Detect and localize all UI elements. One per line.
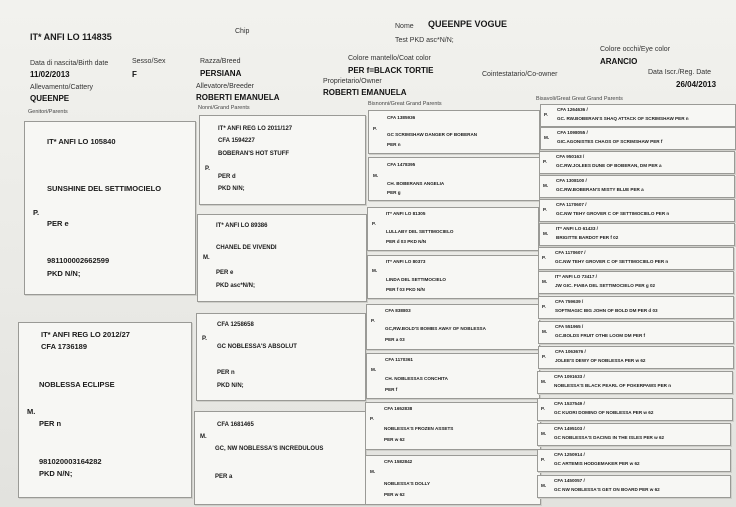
breed-label: Razza/Breed <box>200 58 241 65</box>
ggp-color: PER f 03 PKD N/N <box>386 287 425 292</box>
ggp-color: PER n <box>387 142 401 147</box>
ggp-name: NOBLESSA'S FROZEN ASSETS <box>384 426 454 431</box>
gggp-reg: CFA 1450057 / <box>554 478 585 483</box>
gggp-sex-mark: P. <box>542 304 546 309</box>
gp-color: PER d <box>218 174 236 180</box>
parent-sex-mark: M. <box>27 407 36 416</box>
gggp-sex-mark: M. <box>541 431 547 436</box>
ggp-color: PER g <box>387 190 401 195</box>
great-grandparent <box>365 402 541 450</box>
ggp-reg: CFA 1652838 <box>384 406 413 411</box>
eye-value: ARANCIO <box>600 57 638 66</box>
great-great-grandparent <box>539 223 735 246</box>
gggp-name: GC ARTEMIS HODGEMAKER PER w 62 <box>554 461 640 466</box>
ggp-name: GC,RW.BOLD'S BOMBS AWAY OF NOBLESSA <box>385 326 486 331</box>
gp-test: PKD N/N; <box>218 186 245 192</box>
gggp-reg: CFA 1091633 / <box>554 374 585 379</box>
ggp-color: PER w 62 <box>384 437 405 442</box>
gggp-sex-mark: M. <box>543 231 549 236</box>
gggp-sex-mark: P. <box>543 207 547 212</box>
color-value: PER f=BLACK TORTIE <box>348 66 434 75</box>
gggp-reg: CFA 1063676 / <box>555 349 586 354</box>
dob-value: 11/02/2013 <box>30 70 70 79</box>
gggp-sex-mark: M. <box>543 183 549 188</box>
great-great-grandparent <box>539 175 735 198</box>
sex-label: Sesso/Sex <box>132 58 166 65</box>
gggp-sex-mark: M. <box>541 483 547 488</box>
great-great-grandparent <box>537 475 731 498</box>
great-grandparent <box>365 455 541 505</box>
ggp-reg: IT* ANFI LO 80373 <box>386 259 426 264</box>
parent-chip: 981020003164282 <box>39 457 102 466</box>
gggp-name: GC.NW TEHY GROVER C OF SETTIMOCIELO PER n <box>555 259 669 264</box>
breeder-value: ROBERTI EMANUELA <box>196 93 280 102</box>
gp-reg: IT* ANFI REG LO 2011/127 <box>218 126 293 132</box>
gggp-sex-mark: M. <box>544 135 550 140</box>
ggp-color: PER a 03 <box>385 337 405 342</box>
breeder-label: Allevatore/Breeder <box>196 83 254 90</box>
parent-name: NOBLESSA ECLIPSE <box>39 380 115 389</box>
gp-sex-mark: M. <box>200 434 207 440</box>
gggp-reg: CFA 759639 / <box>555 299 584 304</box>
regdate-value: 26/04/2013 <box>676 80 717 89</box>
parent-sire <box>24 121 196 295</box>
great-grandparent <box>368 157 540 201</box>
gggp-reg: CFA 1170607 / <box>555 250 586 255</box>
gp-color: PER e <box>216 270 234 276</box>
ggp-color: PER w 62 <box>384 492 405 497</box>
parent-color: PER n <box>39 419 62 428</box>
great-grandparent <box>367 255 539 299</box>
gp-reg2: CFA 1594227 <box>218 138 255 144</box>
gggp-name: BRIGITTE BARDOT PER f 02 <box>556 235 619 240</box>
section-grandparents: Nonni/Grand Parents <box>198 105 250 111</box>
gp-color: PER n <box>217 370 235 376</box>
gggp-sex-mark: P. <box>541 406 545 411</box>
name-label: Nome <box>395 23 414 30</box>
ggp-sex-mark: M. <box>372 268 378 273</box>
ggp-sex-mark: P. <box>372 221 376 226</box>
ggp-reg: CFA 1582842 <box>384 459 413 464</box>
gp-name: GC NOBLESSA'S ABSOLUT <box>217 344 297 350</box>
ggp-sex-mark: M. <box>371 367 377 372</box>
dob-label: Data di nascita/Birth date <box>30 60 109 67</box>
gggp-name: JOLEE'S DEWY OF NOBLESSA PER w 62 <box>555 358 646 363</box>
ggp-name: CH. NOBLESSAS CONCHITA <box>385 376 448 381</box>
ggp-reg: CFA 1170361 <box>385 357 413 362</box>
great-great-grandparent <box>540 104 736 127</box>
section-greatgreat: Bisavoli/Great Great Grand Parents <box>536 96 623 102</box>
gggp-sex-mark: M. <box>542 279 548 284</box>
ggp-sex-mark: P. <box>370 416 374 421</box>
gggp-name: GC NOBLESSA'S DACING IN THE ISLES PER w 62 <box>554 435 665 440</box>
great-great-grandparent <box>538 247 734 270</box>
gp-test: PKD N/N; <box>217 383 244 389</box>
grandparent <box>199 115 366 205</box>
ggp-sex-mark: M. <box>373 173 379 178</box>
ggp-reg: CFA 838803 <box>385 308 411 313</box>
gggp-reg: CFA 1098055 / <box>557 130 588 135</box>
great-great-grandparent <box>538 296 734 319</box>
owner-label: Proprietario/Owner <box>323 78 382 85</box>
parent-test: PKD N/N; <box>39 469 73 478</box>
parent-color: PER e <box>47 219 69 228</box>
grandparent <box>196 313 366 401</box>
chip-label: Chip <box>235 28 250 35</box>
great-great-grandparent <box>538 321 734 344</box>
great-great-grandparent <box>537 449 731 472</box>
gp-color: PER a <box>215 474 233 480</box>
cattery-label: Allevamento/Cattery <box>30 84 94 91</box>
gggp-sex-mark: P. <box>542 354 546 359</box>
ggp-name: LINDA DEL SETTIMOCIELO <box>386 277 446 282</box>
gggp-name: GC.RW.BOBERAN'S MISTY BLUE PER a <box>556 187 644 192</box>
great-great-grandparent <box>539 151 735 174</box>
section-great: Bisnonni/Great Grand Parents <box>368 101 442 107</box>
gggp-sex-mark: P. <box>543 159 547 164</box>
gggp-sex-mark: M. <box>542 329 548 334</box>
gggp-name: GC.RW.JOLEES DUNE OF BOBERAN, DM PER a <box>556 163 662 168</box>
regdate-label: Data Iscr./Reg. Date <box>648 69 712 76</box>
coowner-label: Cointestatario/Co-owner <box>482 71 558 78</box>
great-great-grandparent <box>537 423 731 446</box>
ggp-sex-mark: P. <box>371 318 375 323</box>
great-great-grandparent <box>537 371 733 394</box>
gggp-reg: CFA 551965 / <box>555 324 584 329</box>
gggp-reg: CFA 1170607 / <box>556 202 587 207</box>
ggp-name: GC SCRIMSHAW DANGER OF BOBERAN <box>387 132 478 137</box>
gp-sex-mark: P. <box>202 336 207 342</box>
test-label: Test PKD asc*N/N; <box>395 37 454 44</box>
parent-sex-mark: P. <box>33 208 40 217</box>
ggp-color: PER d 03 PKD N/N <box>386 239 427 244</box>
gggp-name: GC.BOLDS FRUIT OTHE LOOM DM PER f <box>555 333 646 338</box>
gggp-name: JW GIC. FIABA DEL SETTIMOCIELO PER g 02 <box>555 283 656 288</box>
gggp-reg: IT* ANFI LO 61433 / <box>556 226 598 231</box>
gggp-reg: CFA 1495103 / <box>554 426 585 431</box>
parent-reg: IT* ANFI LO 105840 <box>47 137 116 146</box>
great-grandparent <box>366 304 540 350</box>
gggp-sex-mark: M. <box>541 379 547 384</box>
reg-number: IT* ANFI LO 114835 <box>30 32 112 42</box>
gp-sex-mark: P. <box>205 166 210 172</box>
gggp-sex-mark: P. <box>542 255 546 260</box>
parent-reg2: CFA 1736189 <box>41 342 88 351</box>
gp-reg: CFA 1258658 <box>217 322 254 328</box>
gggp-reg: CFA 950163 / <box>556 154 585 159</box>
great-great-grandparent <box>539 199 735 222</box>
eye-label: Colore occhi/Eye color <box>600 46 671 53</box>
cat-name: QUEENPE VOGUE <box>428 19 508 29</box>
great-grandparent <box>366 353 540 399</box>
gggp-reg: CFA 1308100 / <box>556 178 587 183</box>
parent-name: SUNSHINE DEL SETTIMOCIELO <box>47 184 162 193</box>
ggp-reg: CFA 1385936 <box>387 115 416 120</box>
gggp-sex-mark: P. <box>541 457 545 462</box>
parent-test: PKD N/N; <box>47 269 81 278</box>
great-great-grandparent <box>538 271 734 294</box>
parent-dam <box>18 322 192 498</box>
great-great-grandparent <box>540 127 736 150</box>
gp-reg: IT* ANFI LO 89386 <box>216 223 268 229</box>
ggp-name: CH. BOBERANS ANGELIA <box>387 181 445 186</box>
owner-value: ROBERTI EMANUELA <box>323 88 407 97</box>
gggp-reg: CFA 1537549 / <box>554 401 585 406</box>
gp-name: BOBERAN'S HOT STUFF <box>218 151 290 157</box>
gp-name: CHANEL DE VIVENDI <box>216 245 277 251</box>
gggp-reg: CFA 1250914 / <box>554 452 585 457</box>
gp-sex-mark: M. <box>203 255 210 261</box>
great-grandparent <box>368 110 540 154</box>
parent-reg: IT* ANFI REG LO 2012/27 <box>41 330 130 339</box>
ggp-name: LULLABY DEL SETTIMOCIELO <box>386 229 454 234</box>
section-parents: Genitori/Parents <box>28 109 68 115</box>
gggp-name: NOBLESSA'S BLACK PEARL OF POKERPAWS PER n <box>554 383 672 388</box>
grandparent <box>197 214 367 302</box>
ggp-reg: IT* ANFI LO 81305 <box>386 211 426 216</box>
ggp-color: PER f <box>385 387 398 392</box>
gp-name: GC, NW NOBLESSA'S INCREDULOUS <box>215 446 324 452</box>
great-great-grandparent <box>538 346 734 369</box>
gggp-reg: IT* ANFI LO 73417 / <box>555 274 597 279</box>
gggp-sex-mark: P. <box>544 112 548 117</box>
great-great-grandparent <box>537 398 733 421</box>
grandparent <box>194 411 366 505</box>
gggp-name: GIC.AGONISTES CHAOS OF SCRIMSHAW PER f <box>557 139 663 144</box>
ggp-name: NOBLESSA'S DOLLY <box>384 481 431 486</box>
breed-value: PERSIANA <box>200 69 242 78</box>
parent-chip: 981100002662599 <box>47 256 110 265</box>
gp-reg: CFA 1681465 <box>217 422 254 428</box>
gggp-reg: CFA 1264636 / <box>557 107 588 112</box>
sex-value: F <box>132 70 137 79</box>
great-grandparent <box>367 207 539 251</box>
ggp-sex-mark: M. <box>370 469 376 474</box>
ggp-reg: CFA 1478395 <box>387 162 416 167</box>
gggp-name: GC. RW.BOBERAN'S SHAQ ATTACK OF SCRIMSHAW PER n <box>557 116 689 121</box>
cattery-value: QUEENPE <box>30 94 70 103</box>
color-label: Colore mantello/Coat color <box>348 55 431 62</box>
gggp-name: SOFTMAGIC BIG JOHN OF BOLD DM PER d 03 <box>555 308 658 313</box>
gggp-name: GC KUORI DOMINO OF NOBLESSA PER w 62 <box>554 410 654 415</box>
gggp-name: GC NW NOBLESSA'S GET ON BOARD PER w 62 <box>554 487 660 492</box>
gp-test: PKD asc*N/N; <box>216 283 256 289</box>
ggp-sex-mark: P. <box>373 126 377 131</box>
gggp-name: GC.NW TEHY GROVER C OF SETTIMOCIELO PER n <box>556 211 670 216</box>
